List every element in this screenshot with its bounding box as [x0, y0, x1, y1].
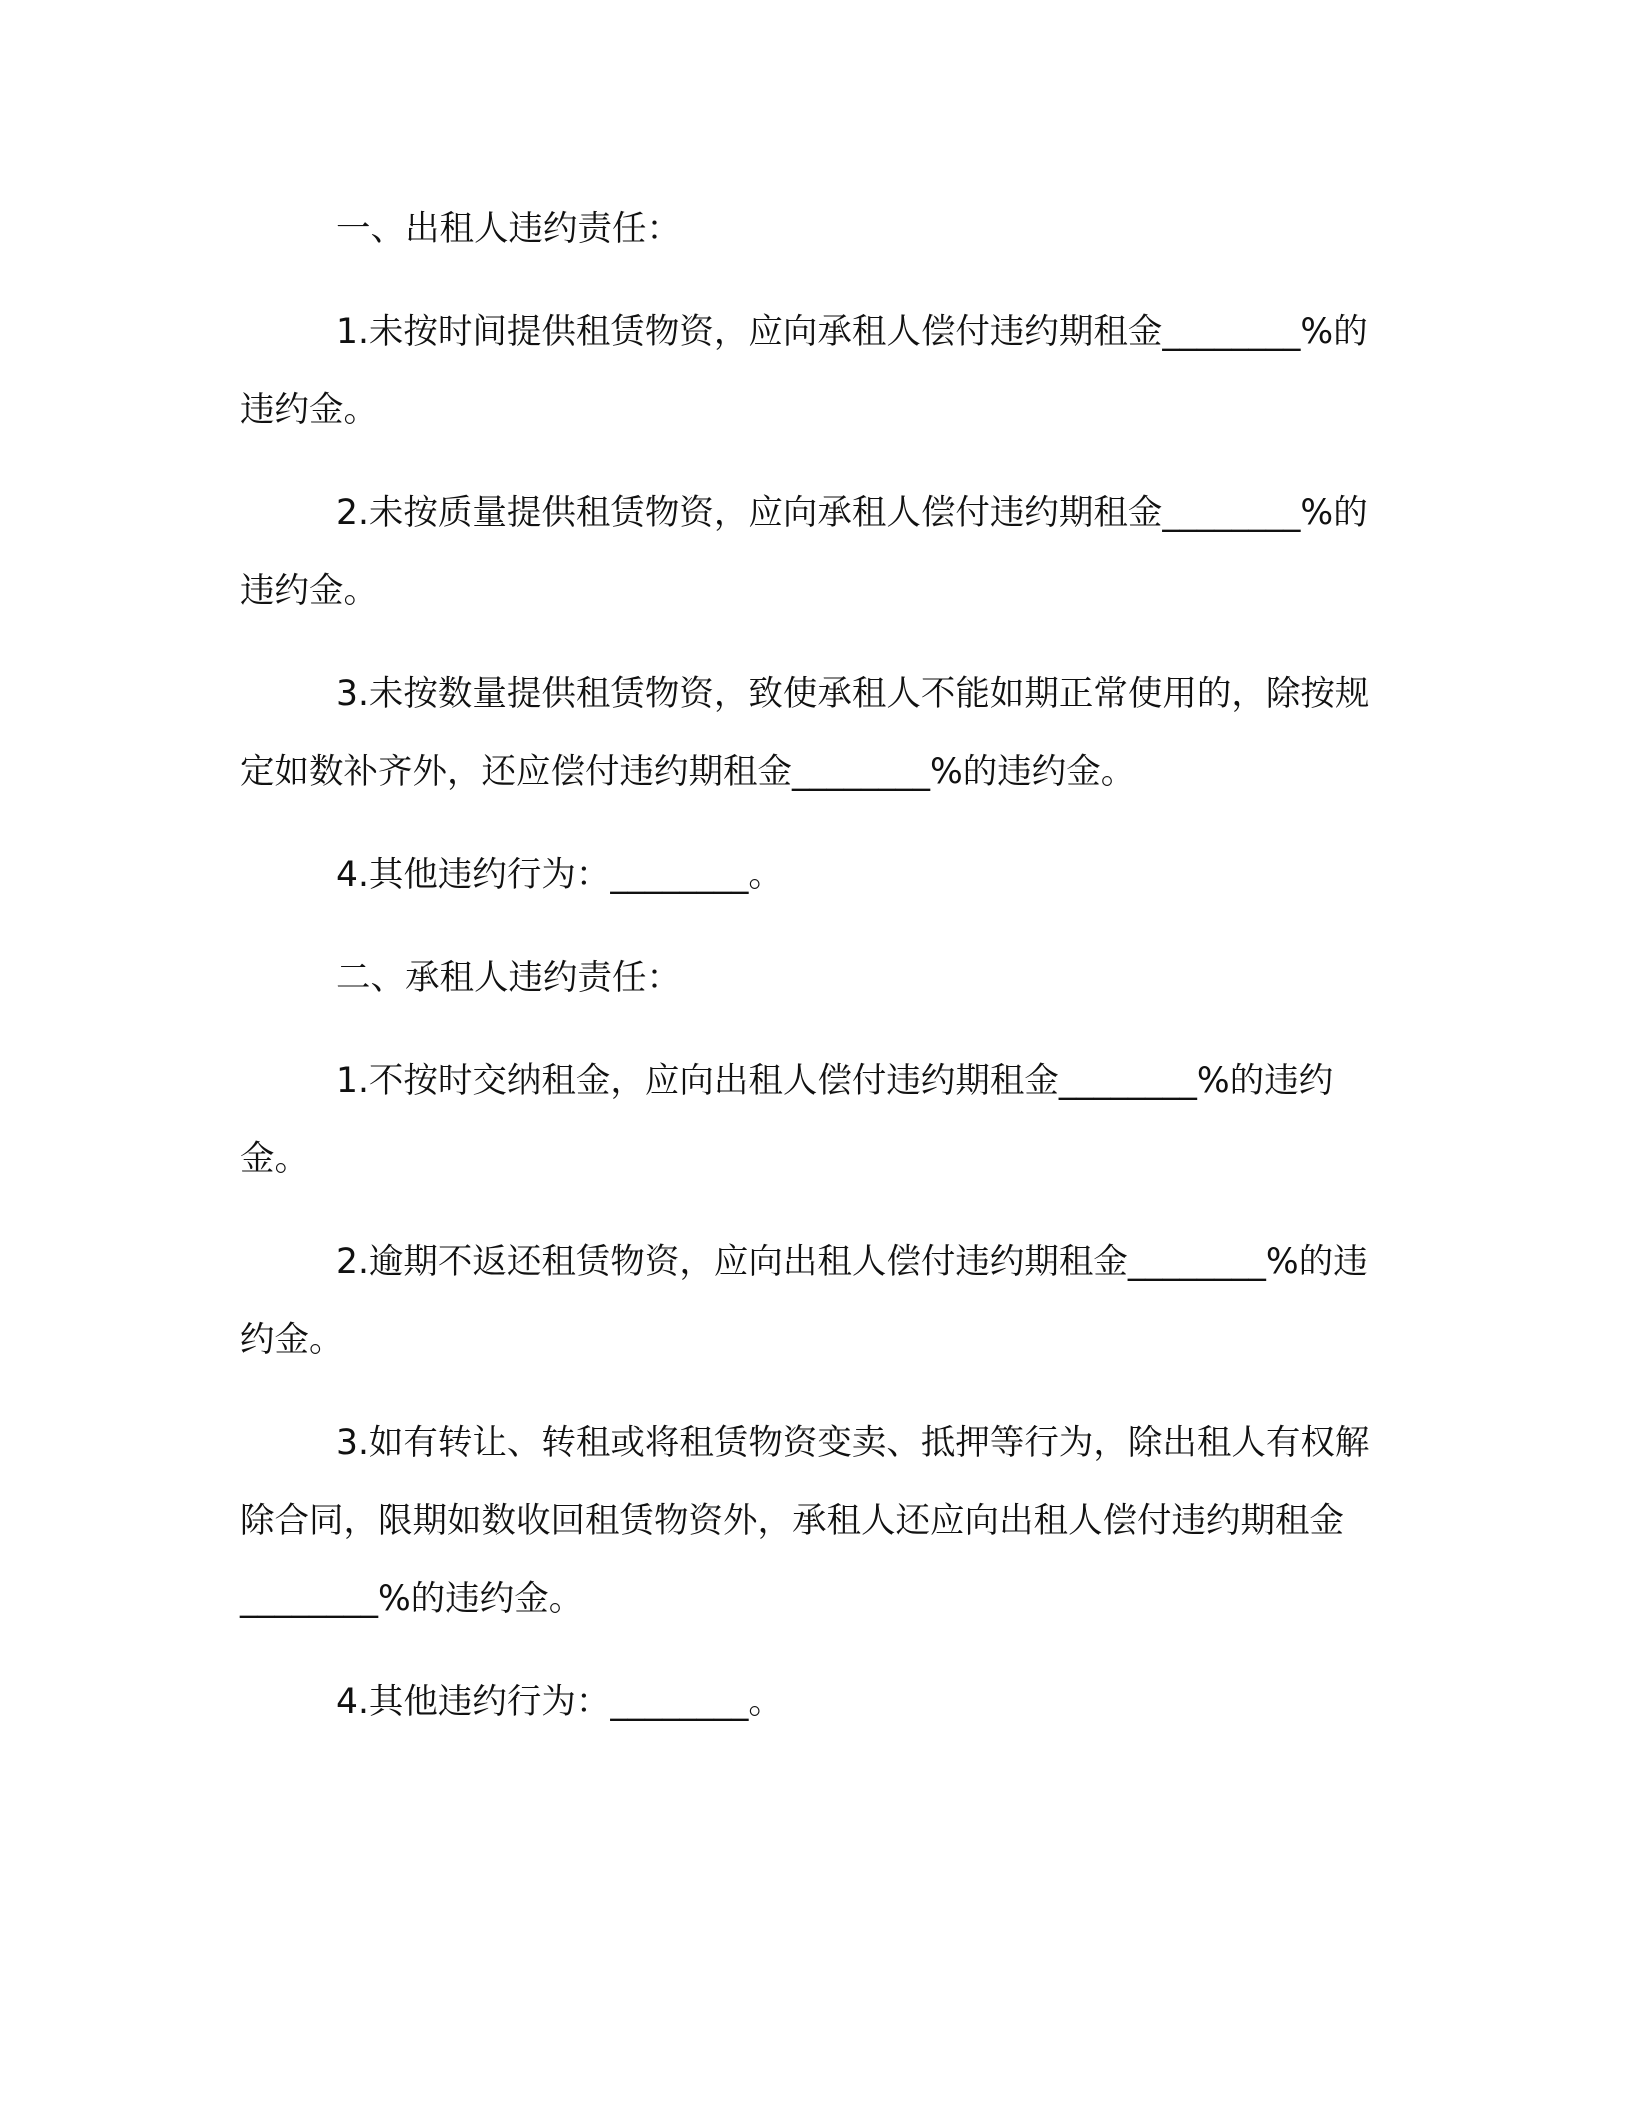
clause-paragraph: 2.未按质量提供租赁物资，应向承租人偿付违约期租金________%的违约金。: [240, 493, 1368, 611]
clause-paragraph: 4.其他违约行为：________。: [336, 1682, 783, 1722]
clause-paragraph: 3.未按数量提供租赁物资，致使承租人不能如期正常使用的，除按规定如数补齐外，还应偿付违约期租金________%的违约金。: [240, 674, 1370, 792]
clause-paragraph: 1.不按时交纳租金，应向出租人偿付违约期租金________%的违约金。: [240, 1061, 1334, 1179]
clause-paragraph: 2.逾期不返还租赁物资，应向出租人偿付违约期租金________%的违约金。: [240, 1242, 1368, 1360]
document-body: [240, 190, 1390, 1766]
section-heading-lessor-liability: 一、出租人违约责任：: [336, 209, 681, 249]
clause-paragraph: 4.其他违约行为：________。: [336, 855, 783, 895]
clause-paragraph: 1.未按时间提供租赁物资，应向承租人偿付违约期租金________%的违约金。: [240, 312, 1368, 430]
clause-paragraph: 3.如有转让、转租或将租赁物资变卖、抵押等行为，除出租人有权解除合同，限期如数收回租赁物资外，承租人还应向出租人偿付违约期租金________%的违约金。: [240, 1423, 1370, 1619]
section-heading-lessee-liability: 二、承租人违约责任：: [336, 958, 681, 998]
